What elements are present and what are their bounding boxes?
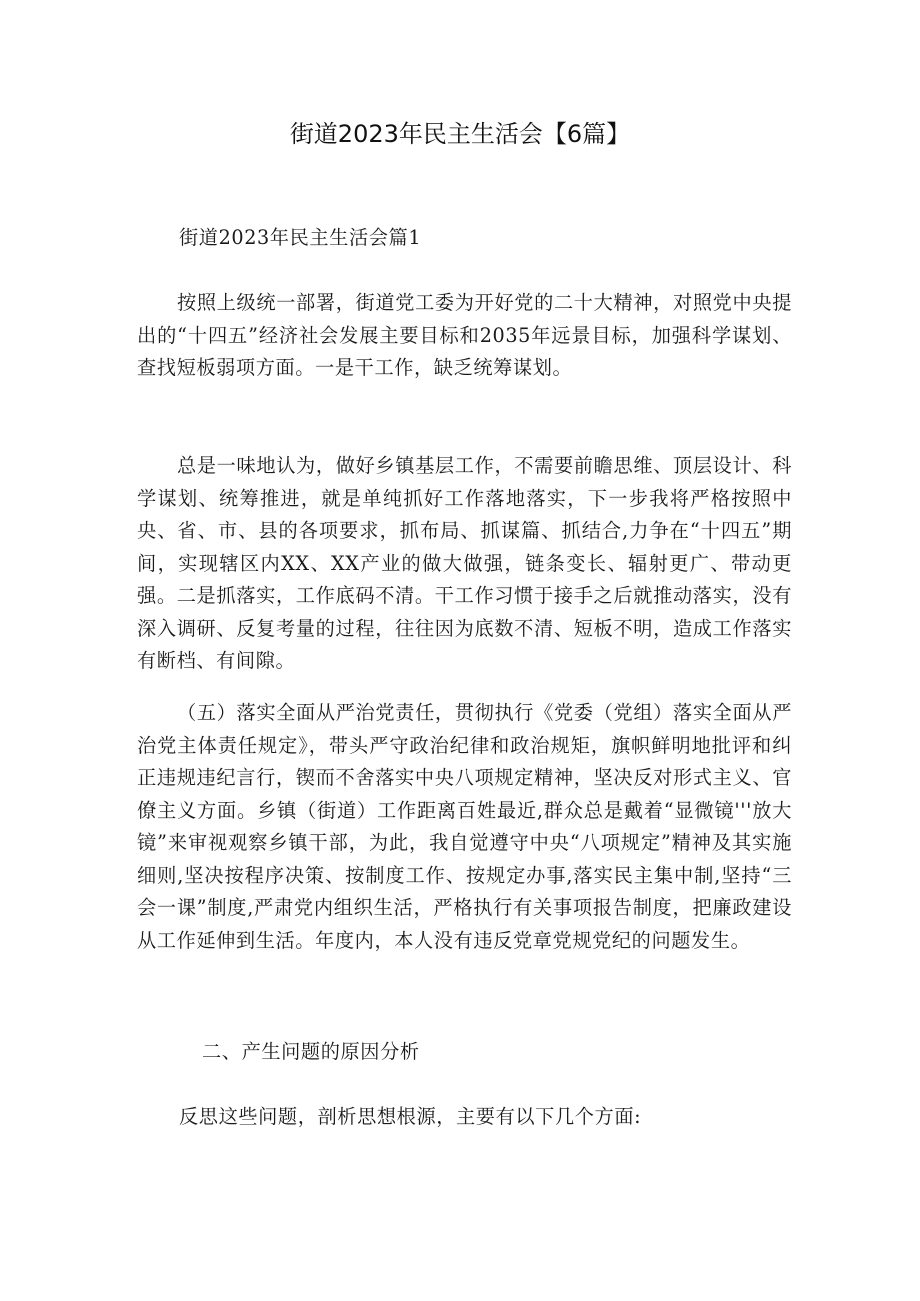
paragraph-2: 总是一味地认为，做好乡镇基层工作，不需要前瞻思维、顶层设计、科学谋划、统筹推进，就是单纯抓好工作落地落实，下一步我将严格按照中央、省、市、县的各项要求，抓布局、抓谋篇、抓结合,力争在“十四五”期间，实现辖区内XX、XX产业的做大做强，链条变长、辐射更广、带动更强。二是抓落实，工作底码不清。干工作习惯于接手之后就推动落实，没有深入调研、反复考量的过程，往往因为底数不清、短板不明，造成工作落实有断档、有间隙。 [137,454,792,672]
paragraph-3: （五）落实全面从严治党责任，贯彻执行《党委（党组）落实全面从严治党主体责任规定》，带头严守政治纪律和政治规矩，旗帜鲜明地批评和纠正违规违纪言行，锲而不舍落实中央八项规定精神，坚决反对形式主义、官僚主义方面。乡镇（街道）工作距离百姓最近,群众总是戴着“显微镜'''放大镜”来审视观察乡镇干部，为此，我自觉遵守中央“八项规定”精神及其实施细则,坚决按程序决策、按制度工作、按规定办事,落实民主集中制,坚持“三会一课”制度,严肃党内组织生活，严格执行有关事项报告制度，把廉政建设从工作延伸到生活。年度内，本人没有违反党章党规党纪的问题发生。 [137,701,792,952]
section-subtitle: 街道2023年民主生活会篇1 [179,226,422,249]
section-heading-cause-analysis: 二、产生问题的原因分析 [202,1040,420,1063]
paragraph-4: 反思这些问题，剖析思想根源，主要有以下几个方面: [179,1105,642,1128]
paragraph-1: 按照上级统一部署，街道党工委为开好党的二十大精神，对照党中央提出的“十四五”经济社会发展主要目标和2035年远景目标，加强科学谋划、查找短板弱项方面。一是干工作，缺乏统筹谋划。 [137,291,792,379]
document-title: 街道2023年民主生活会【6篇】 [289,120,631,148]
